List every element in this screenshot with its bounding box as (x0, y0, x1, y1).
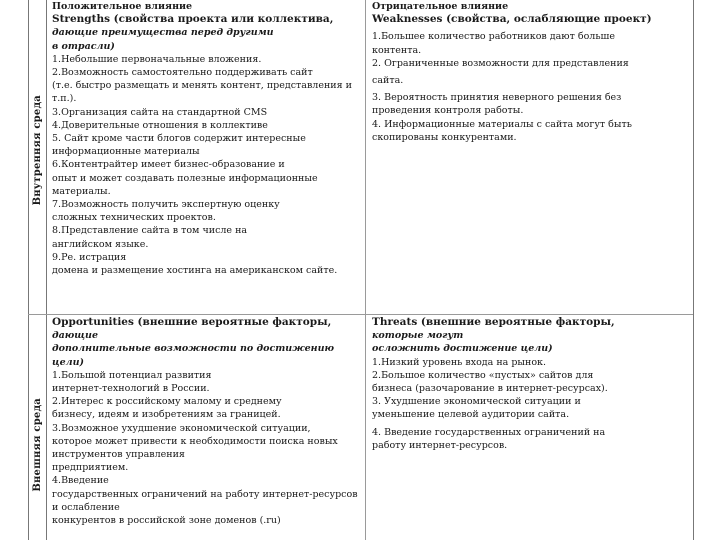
list-item: бизнеса (разочарование в интернет-ресурсах). (372, 383, 608, 395)
list-item: опыт и может создавать полезные информационные (52, 172, 318, 184)
side-label-external (28, 360, 46, 530)
threats-subheading: которые могут (372, 330, 464, 342)
list-item: 2. Ограниченные возможности для представления (372, 57, 629, 69)
threats-cell (372, 316, 688, 452)
positive-influence-title: Положительное влияние (52, 1, 193, 12)
list-item: 4.Введение (52, 475, 109, 487)
list-item: 4.Доверительные отношения в коллективе (52, 119, 268, 131)
list-item: работу интернет-ресурсов. (372, 439, 508, 451)
strengths-cell (52, 0, 360, 277)
list-item: 5. Сайт кроме части блогов содержит интересные (52, 133, 306, 145)
list-item: 2.Большое количество «пустых» сайтов для (372, 369, 594, 381)
side-label-external-text: Внешняя среда (31, 398, 43, 492)
table-border-right (693, 0, 694, 540)
list-item: домена и размещение хостинга на американском сайте. (52, 265, 338, 277)
list-item: 1.Небольшие первоначальные вложения. (52, 53, 262, 65)
list-item: 4. Введение государственных ограничений на (372, 426, 606, 438)
threats-heading: Threats (внешние вероятные факторы, (372, 316, 615, 328)
list-item: сложных технических проектов. (52, 212, 216, 224)
opportunities-cell (52, 316, 360, 527)
list-item: государственных ограничений на работу интернет-ресурсов (52, 488, 358, 500)
list-item: 3.Организация сайта на стандартной CMS (52, 106, 268, 118)
opportunities-heading: Opportunities (внешние вероятные факторы, (52, 316, 332, 328)
list-item: материалы. (52, 185, 111, 197)
strengths-heading: Strengths (свойства проекта или коллектива, (52, 13, 334, 26)
side-label-internal (28, 40, 46, 260)
table-border-column-divider (365, 0, 366, 540)
list-item: проведения контроля работы. (372, 105, 524, 117)
list-item: уменьшение целевой аудитории сайта. (372, 409, 570, 421)
opportunities-subheading: дающие (52, 330, 99, 342)
list-item: 8.Представление сайта в том числе на (52, 225, 248, 237)
list-item: 6.Контентрайтер имеет бизнес-образование и (52, 159, 285, 171)
list-item: 1.Низкий уровень входа на рынок. (372, 356, 546, 368)
list-item: 3. Ухудшение экономической ситуации и (372, 396, 581, 408)
table-border-side-column (46, 0, 47, 540)
list-item: и ослабление (52, 501, 120, 513)
list-item: скопированы конкурентами. (372, 131, 517, 143)
weaknesses-cell (372, 0, 688, 144)
list-item: 9.Ре. истрация (52, 251, 127, 263)
list-item: 4. Информационные материалы с сайта могут быть (372, 118, 632, 130)
list-item: инструментов управления (52, 449, 185, 461)
list-item: 3.Возможное ухудшение экономической ситуации, (52, 422, 311, 434)
list-item: 2.Интерес к российскому малому и среднему (52, 396, 282, 408)
negative-influence-title: Отрицательное влияние (372, 1, 509, 12)
list-item: 7.Возможность получить экспертную оценку (52, 199, 280, 211)
list-item: конкурентов в российской зоне доменов (.ru) (52, 515, 281, 527)
strengths-subheading: дающие преимущества перед другими (52, 27, 274, 39)
table-border-row-divider (28, 314, 693, 315)
threats-subheading: осложнить достижение цели) (372, 343, 553, 355)
list-item: бизнесу, идеям и изобретениям за границей. (52, 409, 281, 421)
list-item: т.п.). (52, 93, 77, 105)
list-item: (т.е. быстро размещать и менять контент, представления и (52, 80, 352, 92)
list-item: сайта. (372, 75, 404, 87)
list-item: английском языке. (52, 238, 149, 250)
list-item: контента. (372, 44, 422, 56)
list-item: 2.Возможность самостоятельно поддерживать сайт (52, 67, 313, 79)
list-item: 1.Большой потенциал развития (52, 369, 212, 381)
list-item: интернет-технологий в России. (52, 383, 210, 395)
weaknesses-heading: Weaknesses (свойства, ослабляющие проект) (372, 13, 652, 26)
list-item: которое может привести к необходимости поиска новых (52, 435, 338, 447)
side-label-internal-text: Внутренняя среда (31, 94, 43, 206)
opportunities-subheading: дополнительные возможности по достижению цели) (52, 343, 334, 368)
strengths-subheading: в отрасли) (52, 40, 115, 52)
list-item: 1.Большее количество работников дают больше (372, 31, 615, 43)
list-item: предприятием. (52, 462, 129, 474)
list-item: информационные материалы (52, 146, 200, 158)
list-item: 3. Вероятность принятия неверного решения без (372, 92, 622, 104)
